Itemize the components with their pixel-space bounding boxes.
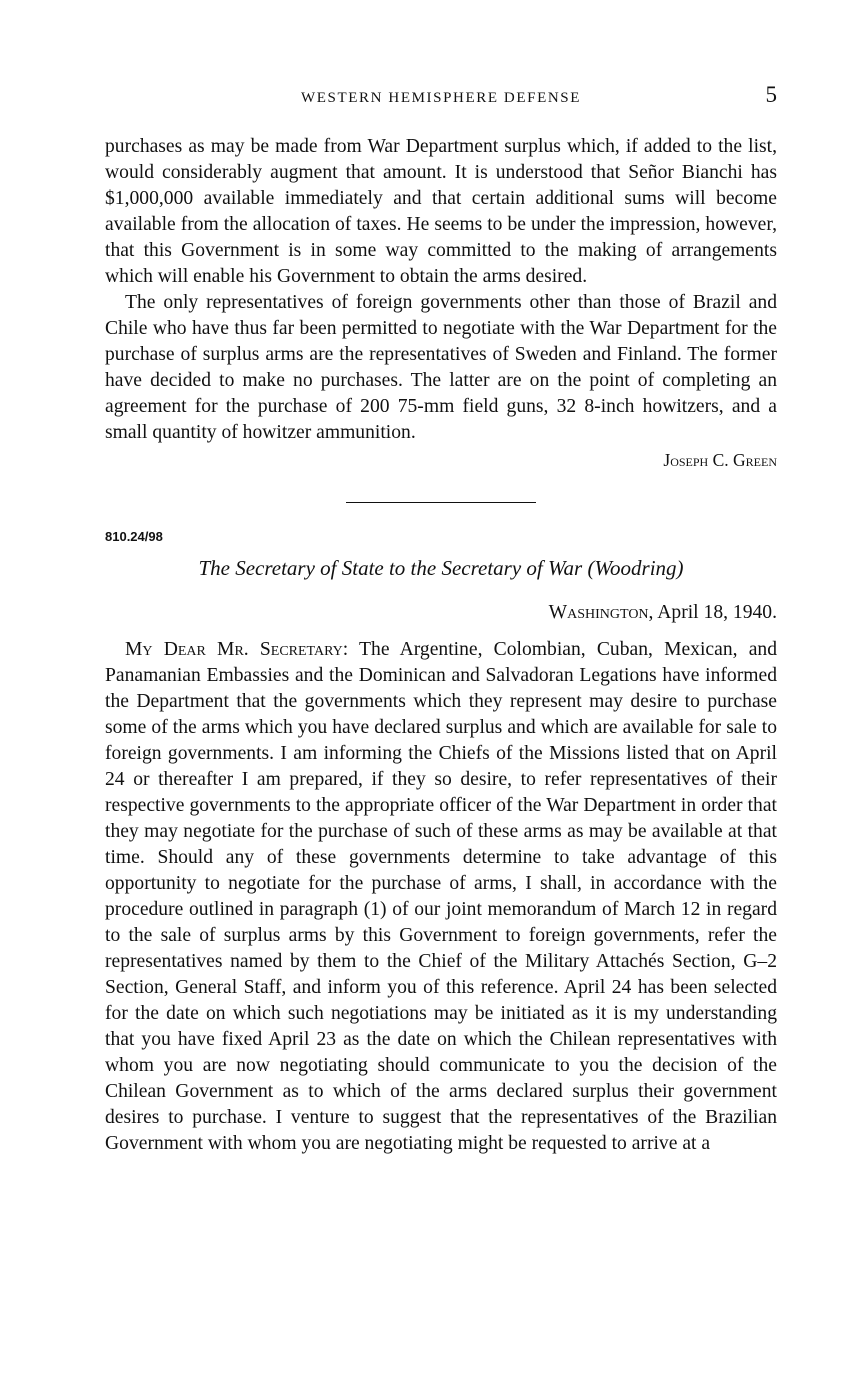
letter-text: : The Argentine, Colombian, Cuban, Mexican, and Panamanian Embassies and the Dominican and Salvadoran Legations have informed the Department that the governments which they represent may desire to purchase some of the arms which you have declared surplus and which are available for sale to foreign governments. I am informing the Chiefs of the Missions listed that on April 24 or thereafter I am prepared, if they so desire, to refer representatives of their respective governments to the appropriate officer of the War Department in order that they may negotiate for the purchase of such of these arms as may be available at that time. Should any of these governments determine to take advantage of this opportunity to negotiate for the purchase of arms, I shall, in accordance with the procedure outlined in paragraph (1) of our joint memorandum of March 12 in regard to the sale of surplus arms by this Government to foreign governments, refer the representatives named by them to the Chief of the Military Attachés Section, G–2 Section, General Staff, and inform you of this reference. April 24 has been selected for the date on which such negotiations may be initiated as it is my understanding that you have fixed April 23 as the date on which the Chilean representatives with whom you are now negotiating should communicate to you the decision of the Chilean Government as to which of the arms declared surplus their government desires to purchase. I venture to suggest that the representatives of the Brazilian Government with whom you are negotiating might be requested to arrive at a (105, 639, 777, 1154)
place: Washington (548, 602, 649, 623)
running-head (105, 82, 777, 112)
running-title: WESTERN HEMISPHERE DEFENSE (301, 90, 581, 106)
file-number: 810.24/98 (105, 529, 163, 544)
document-page (105, 82, 777, 1157)
place-and-date (105, 600, 777, 626)
body-paragraph: The only representatives of foreign governments other than those of Brazil and Chile who have thus far been permitted to negotiate with the War Department for the purchase of surplus arms are the representatives of Sweden and Finland. The former have decided to make no purchases. The latter are on the point of completing an agreement for the purchase of 200 75-mm field guns, 32 8-inch howitzers, and a small quantity of howitzer ammunition. (105, 292, 777, 443)
date: , April 18, 1940. (648, 602, 777, 623)
document-title: The Secretary of State to the Secretary of War (Woodring) (198, 556, 684, 580)
page-number: 5 (765, 82, 777, 107)
section-divider (346, 502, 536, 503)
salutation: My Dear Mr. Secretary (125, 639, 343, 660)
letter-body (105, 637, 777, 1157)
continuation-paragraph: purchases as may be made from War Department surplus which, if added to the list, would considerably augment that amount. It is understood that Señor Bianchi has $1,000,000 available immediately and that certain additional sums will become available from the allocation of taxes. He seems to be under the impression, however, that this Government is in some way committed to the making of arrangements which will enable his Government to obtain the arms desired. (105, 136, 777, 287)
signature: Joseph C. Green (663, 450, 777, 470)
